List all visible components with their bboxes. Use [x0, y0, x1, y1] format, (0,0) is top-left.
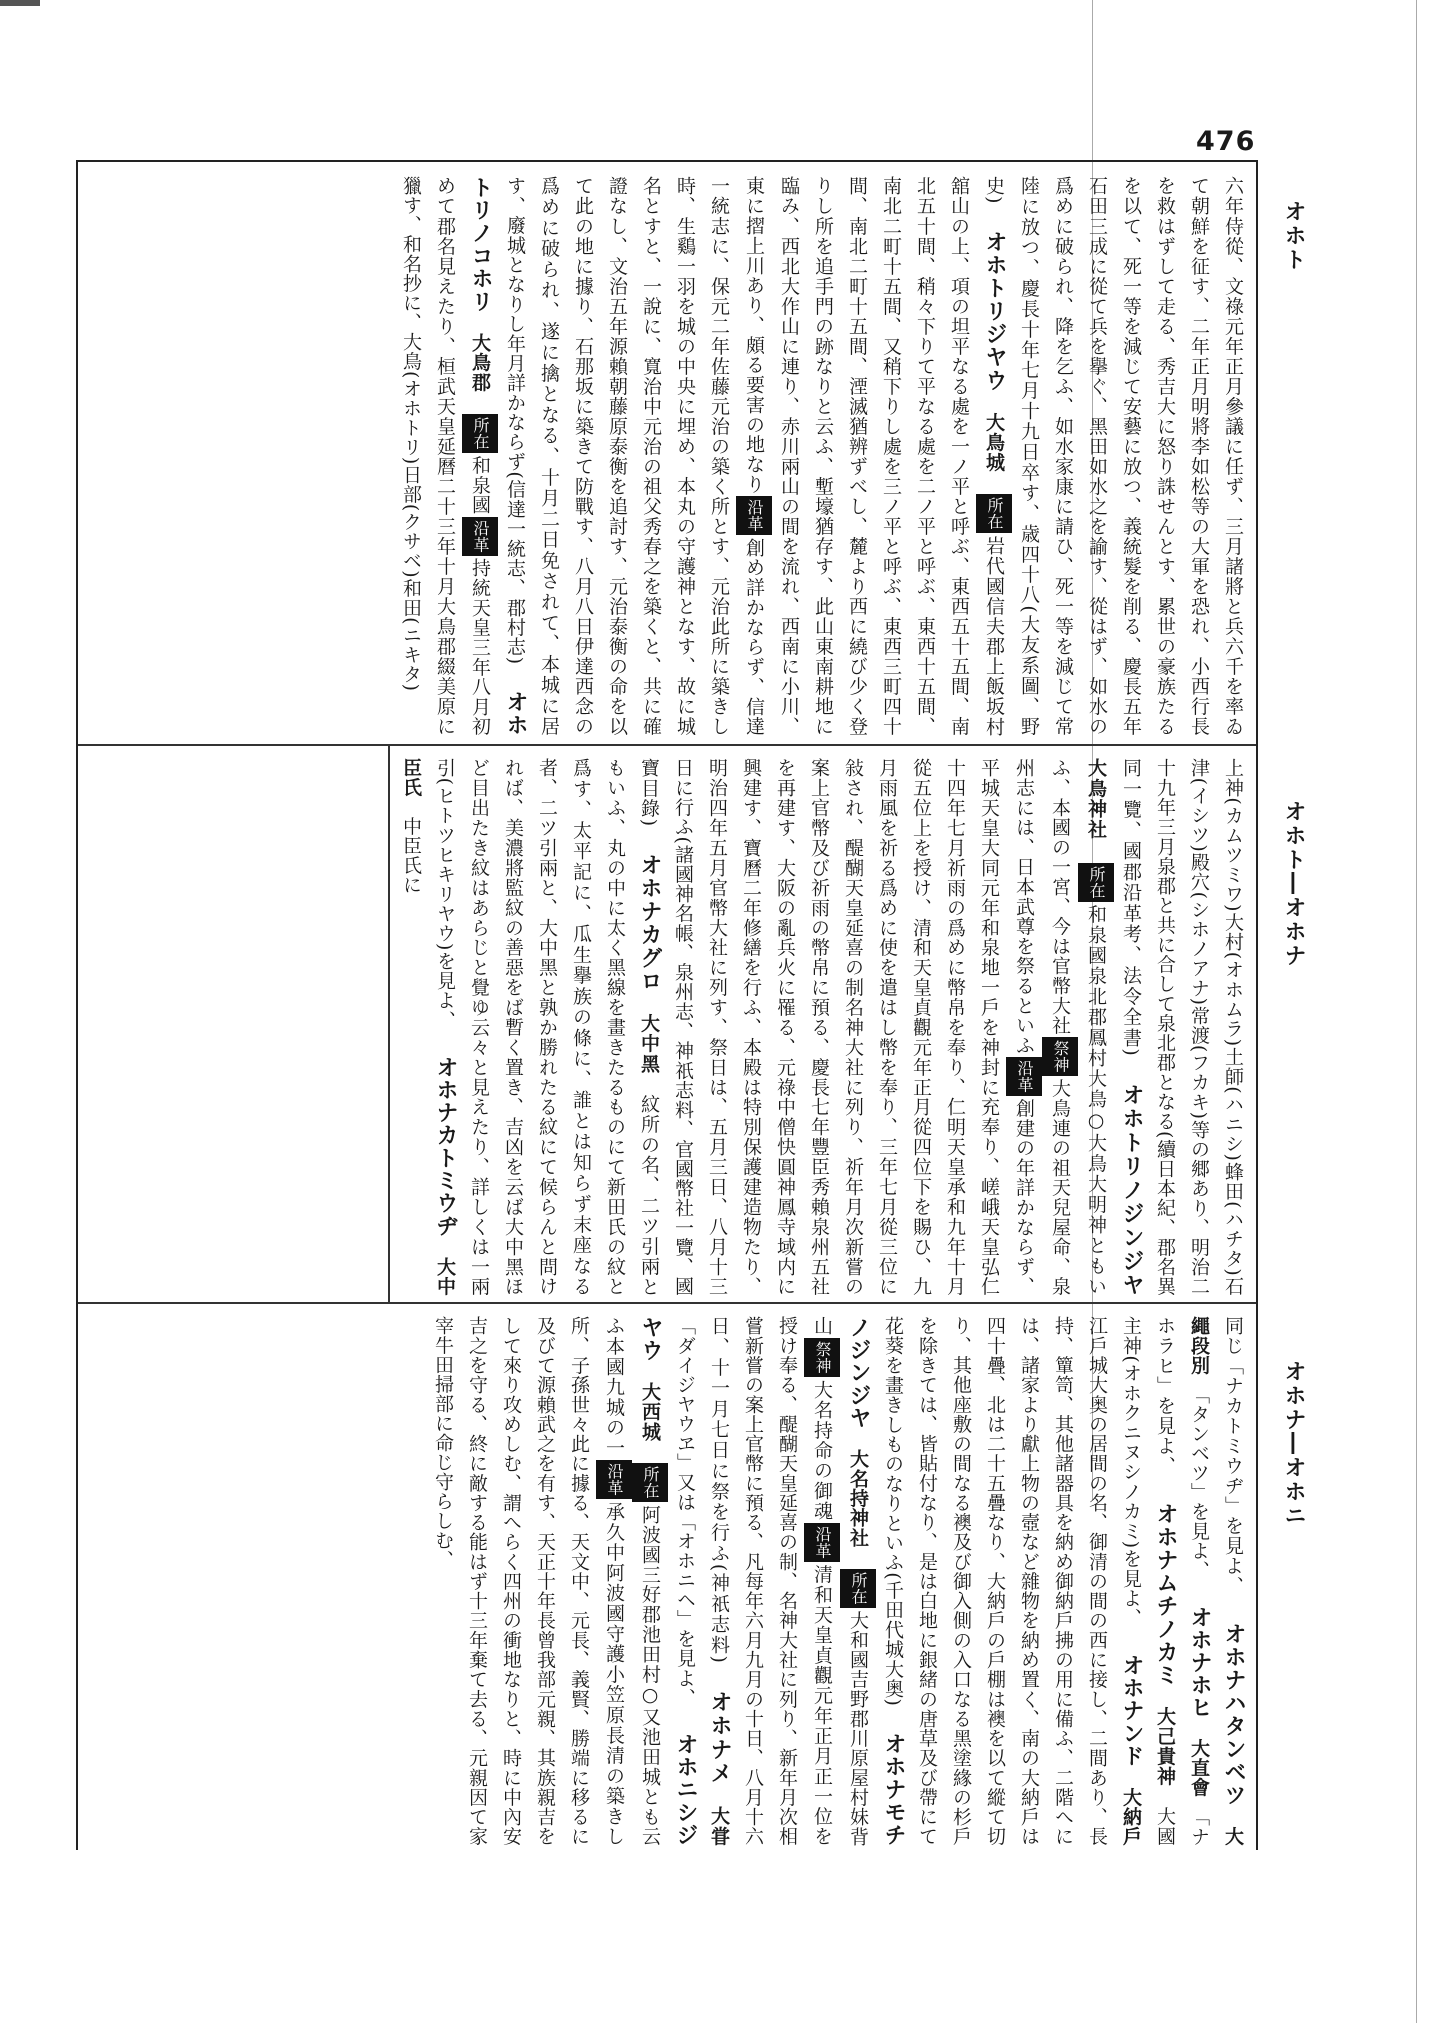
- category-tag: 祭神: [1042, 1037, 1078, 1076]
- entry-kanji: 大鳥城: [983, 412, 1005, 473]
- entry-text: 中臣氏に: [400, 816, 422, 895]
- entry-kanji: 大中臣氏: [400, 758, 456, 1297]
- entry-heading: オホナカグロ: [637, 852, 662, 993]
- category-tag: 沿革: [1006, 1057, 1042, 1096]
- entry-heading: オホナカトミウヂ: [433, 1055, 458, 1238]
- section-divider: [78, 1302, 1256, 1304]
- entry-text: 大鳥連の祖天兒屋命、泉州志には、日本武尊を祭るといふ: [1013, 758, 1071, 1297]
- entry-heading: オホナンド: [1119, 1653, 1144, 1768]
- entry-heading: オホトリノジンジヤ: [1119, 1082, 1144, 1296]
- category-tag: 所在: [632, 1463, 668, 1502]
- entry-text: 「ダイジヤウヱ」又は「オホニヘ」を見よ、: [674, 1316, 696, 1708]
- category-tag: 沿革: [462, 517, 498, 556]
- entry-heading: オホトリジヤウ: [982, 229, 1007, 393]
- entry-heading: オホナモチノジンジヤ: [846, 1316, 906, 1847]
- entry-text: 大名持命の御魂: [811, 1379, 833, 1521]
- entry-text: 持統天皇三年八月初めて郡名見えたり、桓武天皇延曆二十三年十月大鳥郡綴美原に獵す、和名抄に、大鳥(オホトリ)日部(クサベ)和田(ニキタ): [400, 176, 491, 736]
- entry-kanji: 大甞: [708, 1805, 730, 1847]
- entry-kanji: 大己貴神: [1154, 1706, 1176, 1787]
- entry-text: 阿波國三好郡池田村○又池田城とも云ふ本國九城の一: [603, 1316, 661, 1847]
- entry-kanji: 大納戶: [1120, 1787, 1142, 1847]
- scan-edge: [0, 0, 40, 6]
- entry-kanji: 大名持神社: [847, 1449, 869, 1548]
- category-tag: 沿革: [596, 1460, 632, 1499]
- continuation-text: 同じ「ナカトミウヂ」を見よ、: [1222, 1316, 1244, 1596]
- entry-text: 和泉國泉北郡鳳村大鳥○大鳥大明神ともいふ、本國の一宮、今は官幣大社: [1049, 758, 1107, 1296]
- category-tag: 所在: [462, 414, 498, 453]
- entry-text: 紋所の名、二ツ引兩ともいふ、丸の中に太く黑線を畫きたるものにて新田氏の紋と爲す、太平記に、瓜生擧族の條に、誰とは知らず末座なる者、二ツ引兩と、大中黑と孰か勝れたる紋にて候らんと問ければ、美濃將監紋の善惡をば暫く置き、吉凶を云ば大中黑ほど目出たき紋はあらじと覺ゆ云々と見えたり、詳しくは一兩引(ヒトツヒキリヤウ)を見よ、: [434, 758, 660, 1297]
- running-head-top: オホト: [1281, 200, 1306, 272]
- entry-text: 大和國吉野郡川原屋村妹背山: [811, 1316, 869, 1847]
- entry-text: 承久中阿波國守護小笠原長清の築きし所、子孫世々此に據る、天文中、元長、義賢、勝端に移るに及びて源賴武之を有す、天正十年長曾我部元親、其族親吉をして來り攻めしむ、謂へらく四州の衝地なりと、時に中內安吉之を守る、終に敵する能はず十三年棄て去る、元親因て家宰牛田掃部に命じ守らしむ、: [432, 1316, 625, 1847]
- continuation-text: 上神(カムツミワ)大村(オホムラ)土師(ハニシ)蜂田(ハチタ)石津(イシツ)殿穴(シホノアナ)常渡(フカキ)等の郷あり、明治二十九年三月泉郡と共に合して泉北郡となる(續日本紀、郡名異同一覽、國郡沿革考、法令全書): [1120, 758, 1244, 1296]
- category-tag: 沿革: [736, 496, 772, 535]
- entry-heading: オホナムチノカミ: [1153, 1502, 1178, 1687]
- running-head-middle: オホト―オホナ: [1281, 800, 1306, 968]
- category-tag: 所在: [976, 494, 1012, 533]
- entry-text: 「タンベツ」を見よ、: [1188, 1394, 1210, 1581]
- page-number: 476: [1196, 126, 1256, 157]
- entry-heading: オホニシジヤウ: [638, 1316, 698, 1847]
- entry-heading: オホナホヒ: [1187, 1606, 1212, 1719]
- entry-text: 創め詳かならず、信達一統志に、保元二年佐藤元治の築く所とす、元治此所に築きし時、生鷄一羽を城の中央に埋め、本丸の守護神となす、故に城名とすと、一說に、寬治中元治の祖父秀春之を築くと、共に確證なし、文治五年源賴朝藤原泰衡を追討す、元治泰衡の命を以て此の地に據り、石那坂に築きて防戰す、八月八日伊達西念の爲めに破られ、遂に擒となる、十月二日免されて、本城に居す、廢城となりし年月詳かならず(信達一統志、郡村志): [504, 176, 765, 737]
- entry-heading: オホナメ: [707, 1689, 732, 1786]
- page-frame-right: [1256, 160, 1258, 1850]
- page-frame-top: [76, 160, 1258, 162]
- entry-text: 江戶城大奥の居間の名、御清の間の西に接し、二間あり、長持、簞笥、其他諸器具を納め御納戶拂の用に備ふ、二階へには、諸家より獻上物の壼など雜物を納め置く、南の大納戶は四十疊、北は二十五疊なり、大納戶の戶棚は襖を以て縱て切り、其他座敷の間なる襖及び御入側の入口なる黑塗緣の杉戶を除きては、皆貼付なり、是は白地に銀緒の唐草及び帶にて花葵を畫きしものなりといふ(千田代城大奥): [882, 1316, 1108, 1846]
- crop-guide: [1416, 0, 1417, 2023]
- entry-heading: オホトリノコホリ: [468, 176, 528, 737]
- entry-text: 和泉國: [469, 454, 491, 515]
- middle-block: [90, 758, 1250, 1296]
- continuation-text: 六年侍從、文祿元年正月參議に任ず、三月諸將と兵六千を率ゐて朝鮮を征す、二年正月明將李如松等の大軍を恐れ、小西行長を救はずして走る、秀吉大に怒り誅せんとす、累世の豪族たるを以て、死一等を減じて安藝に放つ、義統髮を削る、慶長五年石田三成に從て兵を擧ぐ、黑田如水之を諭す、從はず、如水の爲めに破られ、降を乞ふ、如水家康に請ひ、死一等を減じて常陸に放つ、慶長十年七月十九日卒す、歳四十八(大友系圖、野史): [983, 176, 1244, 736]
- entry-kanji: 大西城: [639, 1381, 661, 1442]
- top-block: [90, 176, 1250, 736]
- entry-text: 岩代國信夫郡上飯坂村舘山の上、項の坦平なる處を一ノ平と呼ぶ、東西五十五間、南北五十間、稍々下りて平なる處を二ノ平と呼ぶ、東西十五間、南北二町十五間、又稍下りし處を三ノ平と呼ぶ、東西三町四十間、南北二町十五間、湮滅猶辨ずべし、麓より西に繞び少く登りし所を追手門の跡なりと云ふ、塹壕猶存す、此山東南耕地に臨み、西北大作山に連り、赤川兩山の間を流れ、西南に小川、東に摺上川あり、頗る要害の地なり: [743, 176, 1005, 737]
- category-tag: 祭神: [804, 1338, 840, 1377]
- entry-kanji: 大鳥神社: [1085, 758, 1107, 840]
- entry-kanji: 大直會: [1188, 1738, 1210, 1797]
- entry-kanji: 大中黑: [638, 1013, 660, 1074]
- category-tag: 所在: [1078, 863, 1114, 902]
- entry-heading: オホナハタンベツ: [1221, 1622, 1246, 1807]
- entry-kanji: 大鳥郡: [469, 332, 491, 393]
- entry-text: 「ナホラヒ」を見よ、: [1154, 1316, 1210, 1847]
- section-divider: [78, 744, 1256, 746]
- page-frame-left: [76, 160, 78, 1850]
- entry-kanji: 大繩段別: [1188, 1316, 1244, 1846]
- running-head-bottom: オホナ―オホニ: [1281, 1360, 1306, 1528]
- entry-text: 大國主神(オホクニヌシノカミ)を見よ、: [1120, 1316, 1176, 1846]
- bottom-block: [90, 1316, 1250, 1846]
- category-tag: 沿革: [804, 1523, 840, 1562]
- entry-text: 創建の年詳かならず、平城天皇大同元年和泉地一戶を神封に充奉り、嵯峨天皇弘仁十四年七月祈雨の爲めに幣帛を奉り、仁明天皇承和九年十月從五位上を授け、清和天皇貞觀元年正月從四位下を賜ひ、九月雨風を祈る爲めに使を遣はし幣を奉り、三年七月從三位に敍され、醍醐天皇延喜の制名神大社に列り、祈年月次新嘗の案上官幣及び祈雨の幣帛に預る、慶長七年豐臣秀賴泉州五社を再建す、大阪の亂兵火に罹る、元祿中僧快圓神鳳寺域内に興建す、寶曆二年修繕を行ふ、本殿は特別保護建造物たり、明治四年五月官幣大社に列す、祭日は、五月三日、八月十三日に行ふ(諸國神名帳、泉州志、神祇志料、官國幣社一覽、國寶目錄): [638, 758, 1035, 1297]
- entry-text: 清和天皇貞觀元年正月正一位を授け奉る、醍醐天皇延喜の制、名神大社に列り、新年月次相嘗新嘗の案上官幣に預る、凡每年六月九月の十日、八月十六日、十一月七日に祭を行ふ(神祇志料): [708, 1316, 833, 1847]
- category-tag: 所在: [840, 1569, 876, 1608]
